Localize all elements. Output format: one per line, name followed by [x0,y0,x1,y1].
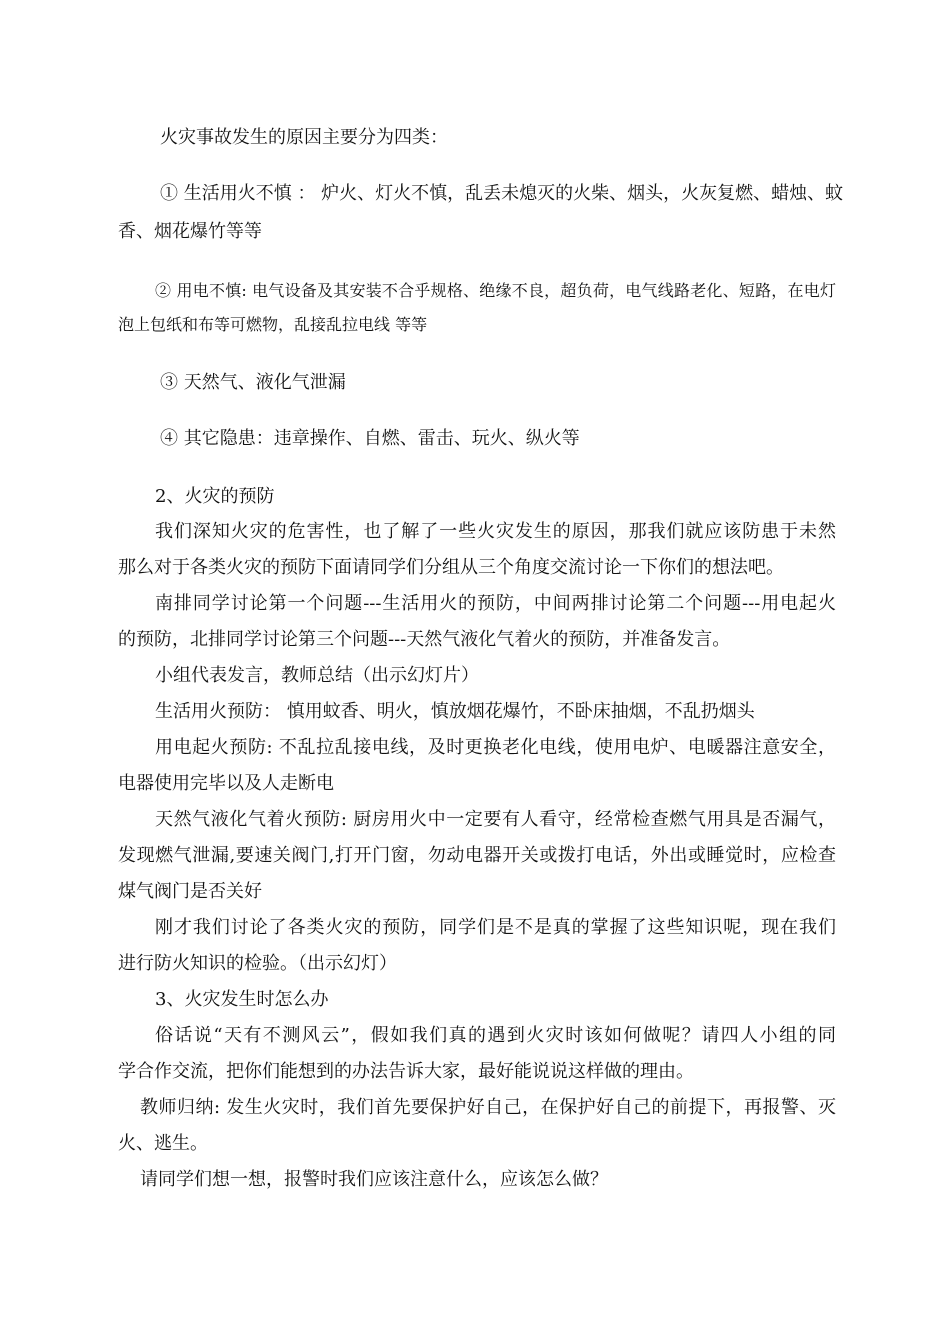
paragraph-9-line-2: 火、逃生。 [118,1133,208,1154]
section-2-heading: 2、火灾的预防 [155,486,275,507]
paragraph-1-line-1: 我们深知火灾的危害性，也了解了一些火灾发生的原因，那我们就应该防患于未然 [155,521,836,542]
paragraph-5-line-2: 电器使用完毕以及人走断电 [118,773,334,794]
paragraph-6-line-1: 天然气液化气着火预防: 厨房用火中一定要有人看守，经常检查燃气用具是否漏气， [155,809,836,830]
cause-1-line-2: 香、烟花爆竹等等 [118,221,262,242]
causes-heading: 火灾事故发生的原因主要分为四类： [160,127,448,148]
cause-1-line-1: ① 生活用火不慎 ： 炉火、灯火不慎，乱丢未熄灭的火柴、烟头，火灰复燃、蜡烛、蚊 [160,183,844,204]
paragraph-1-line-2: 那么对于各类火灾的预防下面请同学们分组从三个角度交流讨论一下你们的想法吧。 [118,557,784,578]
paragraph-9-line-1: 教师归纳: 发生火灾时，我们首先要保护好自己，在保护好自己的前提下，再报警、灭 [140,1097,836,1118]
paragraph-8-line-2: 学合作交流，把你们能想到的办法告诉大家，最好能说说这样做的理由。 [118,1061,694,1082]
cause-4: ④ 其它隐患：违章操作、自燃、雷击、玩火、纵火等 [160,428,580,449]
paragraph-8-line-1: 俗话说“天有不测风云”，假如我们真的遇到火灾时该如何做呢？请四人小组的同 [155,1025,836,1046]
paragraph-2-line-2: 的预防，北排同学讨论第三个问题---天然气液化气着火的预防，并准备发言。 [118,629,731,650]
cause-2-line-2: 泡上包纸和布等可燃物，乱接乱拉电线 等等 [118,315,428,334]
cause-2-line-1: ② 用电不慎: 电气设备及其安装不合乎规格、绝缘不良，超负荷，电气线路老化、短路，在电灯 [155,281,836,300]
paragraph-6-line-2: 发现燃气泄漏,要速关阀门,打开门窗，勿动电器开关或拨打电话，外出或睡觉时，应检查 [118,845,836,866]
paragraph-4: 生活用火预防： 慎用蚊香、明火，慎放烟花爆竹，不卧床抽烟，不乱扔烟头 [155,701,755,722]
paragraph-2-line-1: 南排同学讨论第一个问题---生活用火的预防，中间两排讨论第二个问题---用电起火 [155,593,836,614]
paragraph-7-line-1: 刚才我们讨论了各类火灾的预防，同学们是不是真的掌握了这些知识呢，现在我们 [155,917,836,938]
paragraph-10: 请同学们想一想，报警时我们应该注意什么，应该怎么做？ [140,1169,608,1190]
paragraph-7-line-2: 进行防火知识的检验。（出示幻灯） [118,953,397,974]
paragraph-6-line-3: 煤气阀门是否关好 [118,881,262,902]
cause-3: ③ 天然气、液化气泄漏 [160,372,346,393]
paragraph-5-line-1: 用电起火预防: 不乱拉乱接电线，及时更换老化电线，使用电炉、电暖器注意安全， [155,737,836,758]
section-3-heading: 3、火灾发生时怎么办 [155,989,329,1010]
paragraph-3: 小组代表发言，教师总结（出示幻灯片） [155,665,479,686]
